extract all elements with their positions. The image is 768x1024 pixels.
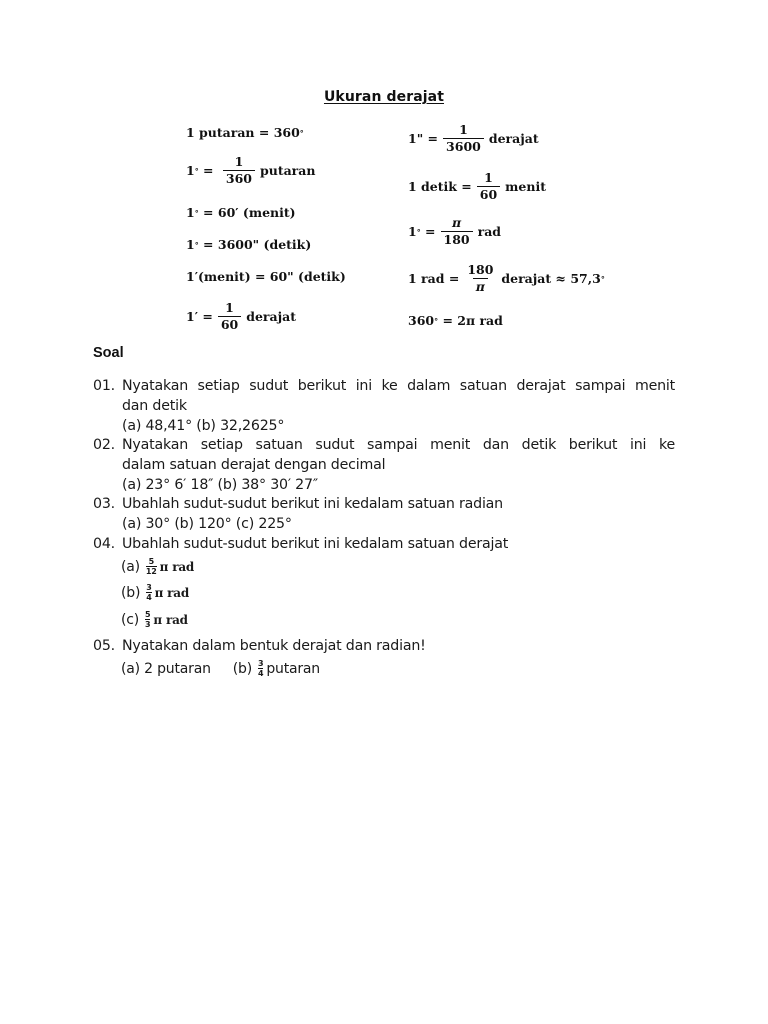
formula-text: 1: [186, 237, 195, 252]
degree-symbol: °: [194, 207, 199, 218]
formula-text: = 60′ (menit): [198, 205, 296, 220]
formula-text: 1′(menit) = 60" (detik): [186, 269, 346, 284]
formula-text: 1: [408, 224, 417, 239]
fraction: [258, 659, 263, 678]
question-number: 03.: [93, 496, 115, 512]
formula-text: derajat: [488, 131, 539, 146]
fraction: [441, 216, 473, 247]
formula-text: 1′ =: [186, 309, 213, 324]
formula-degree-menit: [186, 205, 296, 220]
formula-detik-derajat: [408, 123, 539, 154]
question-04: [93, 534, 675, 554]
denominator: 60: [218, 316, 241, 332]
numerator: 1: [225, 300, 234, 315]
question-03: [93, 494, 675, 534]
formula-text: rad: [477, 224, 502, 239]
denominator: 3: [145, 620, 151, 629]
question-text: dalam satuan derajat dengan decimal: [122, 457, 386, 473]
degree-symbol: °: [600, 273, 605, 284]
denominator: 360: [223, 170, 255, 186]
numerator: 5: [148, 557, 154, 566]
formula-text: =: [198, 163, 218, 178]
question-text: Nyatakan setiap sudut berikut ini ke dalam satuan derajat sampai menit: [122, 378, 675, 394]
fraction: [223, 155, 255, 186]
option-label: (b): [121, 584, 141, 601]
question-04-option-b: [121, 583, 189, 602]
formula-degree-putaran: [186, 155, 315, 186]
fraction: [146, 557, 157, 576]
question-number: 04.: [93, 536, 115, 552]
formula-text: derajat ≈ 57,3: [501, 271, 601, 286]
formula-menit-detik: [186, 269, 346, 284]
formula-text: 1: [186, 163, 195, 178]
formula-text: 1" =: [408, 131, 439, 146]
question-options: (a) 30° (b) 120° (c) 225°: [122, 516, 292, 532]
formula-text: 1: [186, 205, 195, 220]
question-04-option-c: [121, 610, 188, 629]
option-value: π rad: [159, 559, 195, 574]
degree-symbol: °: [194, 239, 199, 250]
numerator: 3: [146, 583, 152, 592]
formula-text: 360: [408, 313, 435, 328]
question-options: (a) 23° 6′ 18″ (b) 38° 30′ 27″: [122, 477, 318, 493]
option-label: (b): [232, 660, 252, 677]
formula-putaran-degree: [186, 125, 304, 140]
formula-text: putaran: [259, 163, 316, 178]
denominator: 4: [257, 669, 264, 678]
degree-symbol: °: [434, 315, 439, 326]
formula-360-2pi: [408, 313, 503, 328]
question-02: [93, 435, 675, 495]
formula-detik-menit: [408, 171, 546, 202]
option-a: (a) 2 putaran: [121, 660, 211, 677]
degree-symbol: °: [416, 226, 421, 237]
page-title: Ukuran derajat: [323, 89, 445, 105]
question-text: Nyatakan dalam bentuk derajat dan radian!: [122, 638, 426, 654]
denominator: 3600: [443, 138, 484, 154]
numerator: 5: [145, 610, 151, 619]
question-text: Nyatakan setiap satuan sudut sampai menit dan detik berikut ini ke: [122, 437, 675, 453]
section-heading-soal: Soal: [93, 345, 124, 361]
numerator: 180: [467, 262, 494, 277]
question-text: Ubahlah sudut-sudut berikut ini kedalam satuan derajat: [122, 536, 509, 552]
formula-text: = 3600" (detik): [198, 237, 312, 252]
formula-menit-derajat: [186, 301, 296, 332]
question-number: 02.: [93, 437, 115, 453]
numerator: 3: [257, 659, 264, 668]
formula-text: 1 detik =: [408, 179, 472, 194]
numerator: 1: [234, 154, 244, 169]
question-text: Ubahlah sudut-sudut berikut ini kedalam satuan radian: [122, 496, 503, 512]
denominator: 4: [146, 593, 152, 602]
numerator: 1: [459, 122, 468, 137]
formula-text: derajat: [246, 309, 297, 324]
option-label: (a): [121, 558, 140, 575]
degree-symbol: °: [299, 127, 304, 138]
question-number: 05.: [93, 638, 115, 654]
question-text: dan detik: [122, 398, 187, 414]
denominator: 60: [477, 186, 500, 202]
option-value: π rad: [154, 585, 190, 600]
fraction: [218, 301, 241, 332]
denominator: 180: [441, 231, 473, 247]
formula-text: = 2π rad: [438, 313, 503, 328]
denominator: 12: [145, 567, 157, 576]
numerator: π: [452, 215, 462, 230]
fraction: [146, 583, 151, 602]
option-value: π rad: [153, 612, 188, 627]
fraction: [477, 171, 500, 202]
formula-text: menit: [505, 179, 546, 194]
formula-rad-derajat: [408, 263, 605, 294]
formula-degree-rad: [408, 216, 501, 247]
question-05-options: [121, 659, 320, 678]
question-05: [93, 636, 675, 656]
formula-degree-detik: [186, 237, 311, 252]
question-number: 01.: [93, 378, 115, 394]
option-value: putaran: [266, 660, 320, 677]
numerator: 1: [484, 170, 493, 185]
degree-symbol: °: [194, 165, 199, 176]
formula-text: =: [420, 224, 436, 239]
fraction: [443, 123, 484, 154]
formula-text: 1 putaran = 360: [186, 125, 300, 140]
question-04-option-a: [121, 557, 194, 576]
question-options: (a) 48,41° (b) 32,2625°: [122, 418, 285, 434]
fraction: [145, 610, 150, 629]
denominator: π: [473, 278, 488, 294]
option-label: (c): [121, 611, 140, 628]
question-01: [93, 376, 675, 436]
fraction: [464, 263, 496, 294]
formula-text: 1 rad =: [408, 271, 460, 286]
